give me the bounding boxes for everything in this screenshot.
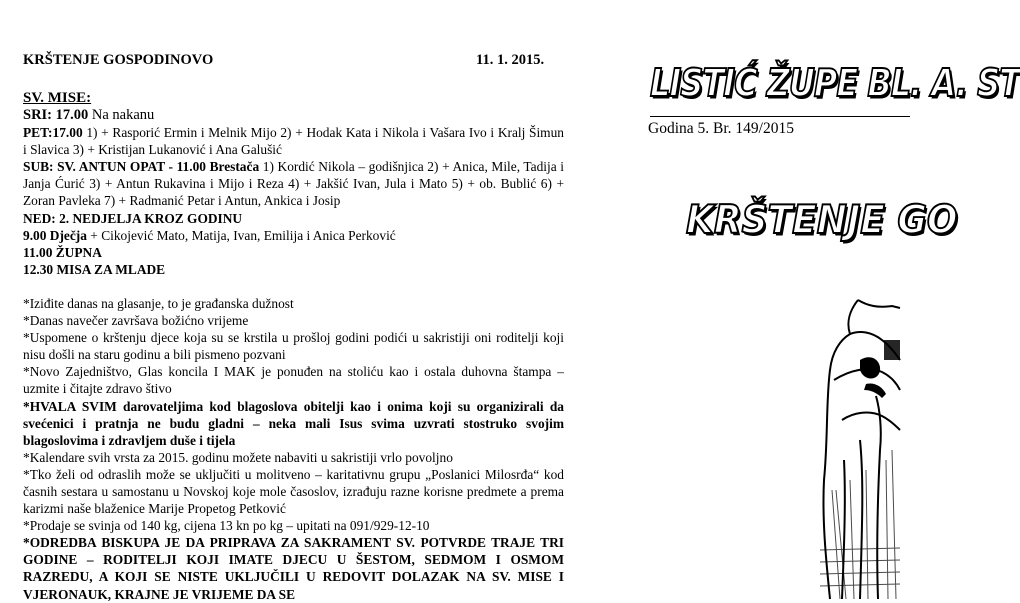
mass-saturday-label: SUB: SV. ANTUN OPAT - 11.00 Brestača	[23, 159, 260, 175]
mass-childrens	[23, 227, 564, 244]
mass-wednesday-label: SRI: 17.00	[23, 107, 89, 123]
mass-childrens-label: 9.00 Dječja	[23, 227, 87, 243]
mass-sunday-label: NED: 2. NEDJELJA KROZ GODINU	[23, 210, 243, 226]
notice-press: *Novo Zajedništvo, Glas koncila I MAK je ponuđen na stoliću kao i ostala duhovna štampa – uzmite i čitajte zdravo štivo	[23, 364, 564, 397]
bulletin-header	[23, 52, 564, 71]
bulletin-left-column	[23, 52, 564, 603]
mass-wednesday	[23, 107, 564, 124]
mass-wednesday-text: Na nakanu	[88, 107, 155, 123]
masses-heading: SV. MISE:	[23, 90, 92, 106]
cover-title: KRŠTENJE GO	[686, 198, 958, 244]
mass-parish	[23, 244, 564, 261]
masthead-rule	[650, 116, 910, 117]
issue-number: Godina 5. Br. 149/2015	[648, 120, 794, 137]
bulletin-date: 11. 1. 2015.	[476, 52, 545, 68]
notice-prayer-group: *Tko želi od odraslih može se uključiti u molitveno – karitativnu grupu „Poslanici Milosrđa“ kod časnih sestara u samostanu u Novskoj koje mole časoslov, izrađuju razne korisne predmete a prema karizmi naše blaženice Marije Propetog Petković	[23, 466, 564, 517]
baptism-illustration	[820, 300, 900, 599]
notice-elections: *Iziđite danas na glasanje, to je građanska dužnost	[23, 295, 294, 311]
notice-pig-sale: *Prodaje se svinja od 140 kg, cijena 13 kn po kg – upitati na 091/929-12-10	[23, 518, 430, 534]
notice-baptism-souvenirs: *Uspomene o krštenju djece koja su se krstila u prošloj godini podići u sakristiji oni roditelji koji nisu došli na staru godinu a bili pismeno pozvani	[23, 330, 564, 363]
mass-sunday	[23, 210, 564, 227]
notice-thanks-text: *HVALA SVIM darovateljima kod blagoslova obitelji kao i onima koji su organizirali da svećenici i pratnja ne budu gladni – neka mali Isus svima uzvrati stostruko svojim blagoslovima i zdravljem duše i tijela	[23, 398, 564, 448]
feast-title: KRŠTENJE GOSPODINOVO	[23, 52, 214, 68]
mass-friday	[23, 124, 564, 158]
mass-saturday-text: 1) Kordić Nikola – godišnjica 2) + Anica, Mile, Tadija i Janja Ćurić 3) + Antun Rukavina i Mijo i Reza 4) + Jakšić Ivan, Jula i Mato 5) + ob. Bublić 6) + Zoran Pavleka 7) + Radmanić Petar i Antun, Ankica i Josip	[23, 159, 565, 209]
mass-childrens-text: + Cikojević Mato, Matija, Ivan, Emilija i Anica Perković	[86, 227, 396, 243]
mass-youth-label: 12.30 MISA ZA MLADE	[23, 261, 166, 277]
mass-youth	[23, 261, 564, 278]
mass-friday-text: 1) + Rasporić Ermin i Melnik Mijo 2) + Hodak Kata i Nikola i Vašara Ivo i Kralj Šimun i Slavica 3) + Kristijan Lukanović i Ana Galušić	[23, 125, 564, 158]
bulletin-right-column	[648, 0, 1020, 599]
notice-christmas-end: *Danas navečer završava božićno vrijeme	[23, 313, 249, 329]
mass-saturday	[23, 158, 564, 209]
notice-confirmation: *ODREDBA BISKUPA JE DA PRIPRAVA ZA SAKRAMENT SV. POTVRDE TRAJE TRI GODINE – RODITELJI KOJI IMATE DJECU U ŠESTOM, SEDMOM I OSMOM RAZREDU, A KOJI SE NISTE UKLJUČILI U REDOVIT DOLAZAK NA SV. MISE I VJERONAUK, KRAJNE JE VRIJEME DA SE	[23, 535, 564, 602]
notice-thanks	[23, 398, 564, 449]
notice-calendars: *Kalendare svih vrsta za 2015. godinu možete nabaviti u sakristiji vrlo povoljno	[23, 449, 453, 465]
parish-masthead: LISTIĆ ŽUPE BL. A. ST	[650, 60, 1020, 106]
mass-parish-label: 11.00 ŽUPNA	[23, 244, 102, 260]
mass-friday-label: PET:17.00	[23, 125, 83, 141]
